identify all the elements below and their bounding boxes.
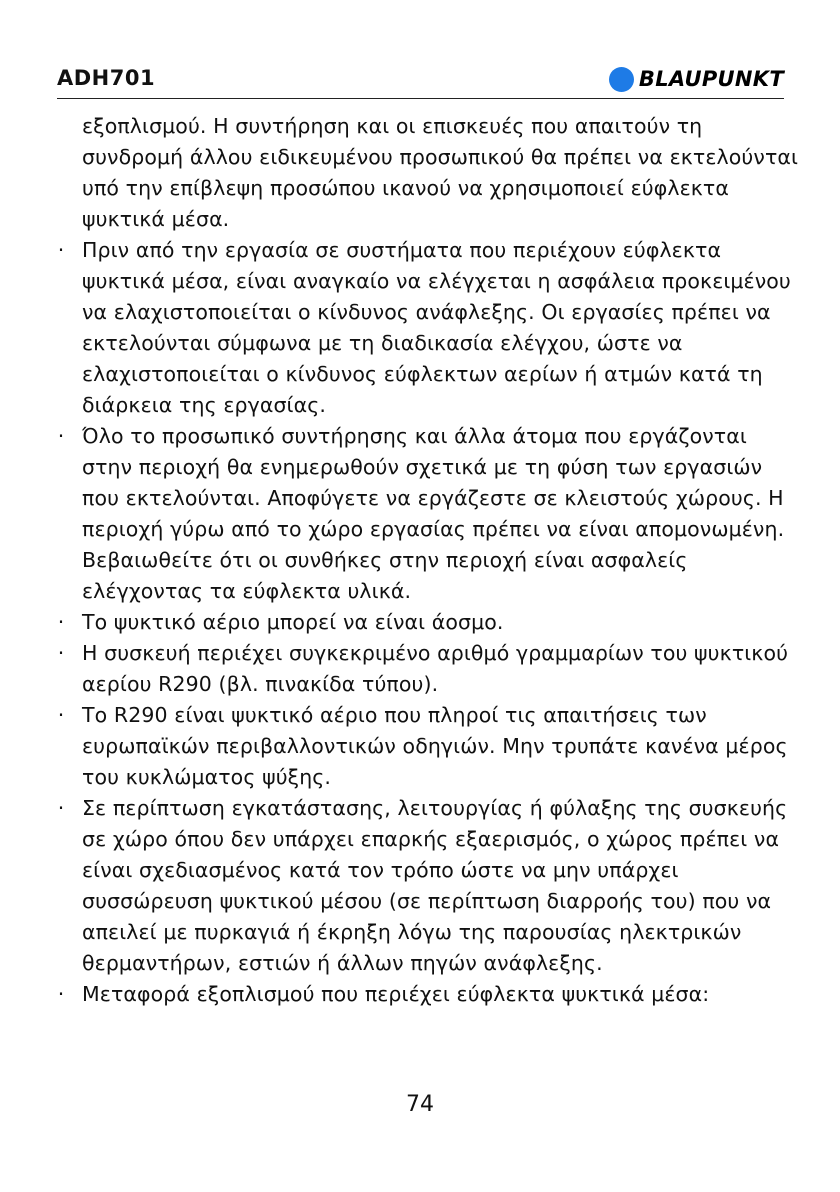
bullet-icon: · (57, 982, 65, 1006)
list-item-text: Όλο το προσωπικό συντήρησης και άλλα άτομα που εργάζονται στην περιοχή θα ενημερωθούν σχετικά με τη φύση των εργασιών που εκτελούνται. Αποφύγετε να εργάζεστε σε κλειστούς χώρους. Η περιοχή γύρω από το χώρο εργασίας πρέπει να είναι απομονωμένη. Βεβαιωθείτε ότι οι συνθήκες στην περιοχή είναι ασφαλείς ελέγχοντας τα εύφλεκτα υλικά. (82, 424, 785, 603)
list-item (57, 235, 802, 421)
bullet-icon: · (57, 424, 65, 448)
bullet-icon: · (57, 610, 65, 634)
safety-bullet-list (57, 235, 802, 1010)
list-item (57, 607, 802, 638)
bullet-icon: · (57, 238, 65, 262)
body-text (57, 111, 802, 1010)
list-item-text: Πριν από την εργασία σε συστήματα που περιέχουν εύφλεκτα ψυκτικά μέσα, είναι αναγκαίο να ελέγχεται η ασφάλεια προκειμένου να ελαχιστοποιείται ο κίνδυνος ανάφλεξης. Οι εργασίες πρέπει να εκτελούνται σύμφωνα με τη διαδικασία ελέγχου, ώστε να ελαχιστοποιείται ο κίνδυνος εύφλεκτων αερίων ή ατμών κατά τη διάρκεια της εργασίας. (82, 238, 791, 417)
list-item-text: Μεταφορά εξοπλισμού που περιέχει εύφλεκτα ψυκτικά μέσα: (82, 982, 710, 1006)
bullet-icon: · (57, 641, 65, 665)
list-item (57, 638, 802, 700)
bullet-icon: · (57, 703, 65, 727)
brand-name: BLAUPUNKT (638, 67, 784, 91)
page-number: 74 (406, 1092, 434, 1117)
list-item-text: Το ψυκτικό αέριο μπορεί να είναι άοσμο. (82, 610, 504, 634)
model-number: ADH701 (57, 66, 156, 90)
list-item (57, 700, 802, 793)
brand-logo (609, 66, 784, 92)
page-header (57, 62, 784, 99)
brand-dot-icon (609, 67, 634, 92)
list-item-text: Σε περίπτωση εγκατάστασης, λειτουργίας ή φύλαξης της συσκευής σε χώρο όπου δεν υπάρχει επαρκής εξαερισμός, ο χώρος πρέπει να είναι σχεδιασμένος κατά τον τρόπο ώστε να μην υπάρχει συσσώρευση ψυκτικού μέσου (σε περίπτωση διαρροής του) που να απειλεί με πυρκαγιά ή έκρηξη λόγω της παρουσίας ηλεκτρικών θερμαντήρων, εστιών ή άλλων πηγών ανάφλεξης. (82, 796, 788, 975)
list-item (57, 979, 802, 1010)
list-item (57, 421, 802, 607)
list-item-text: Η συσκευή περιέχει συγκεκριμένο αριθμό γραμμαρίων του ψυκτικού αερίου R290 (βλ. πινακίδα τύπου). (82, 641, 789, 696)
intro-paragraph: εξοπλισμού. Η συντήρηση και οι επισκευές που απαιτούν τη συνδρομή άλλου ειδικευμένου προσωπικού θα πρέπει να εκτελούνται υπό την επίβλεψη προσώπου ικανού να χρησιμοποιεί εύφλεκτα ψυκτικά μέσα. (82, 114, 799, 231)
list-item-text: Το R290 είναι ψυκτικό αέριο που πληροί τις απαιτήσεις των ευρωπαϊκών περιβαλλοντικών οδηγιών. Μην τρυπάτε κανένα μέρος του κυκλώματος ψύξης. (82, 703, 788, 789)
bullet-icon: · (57, 796, 65, 820)
list-item (57, 793, 802, 979)
